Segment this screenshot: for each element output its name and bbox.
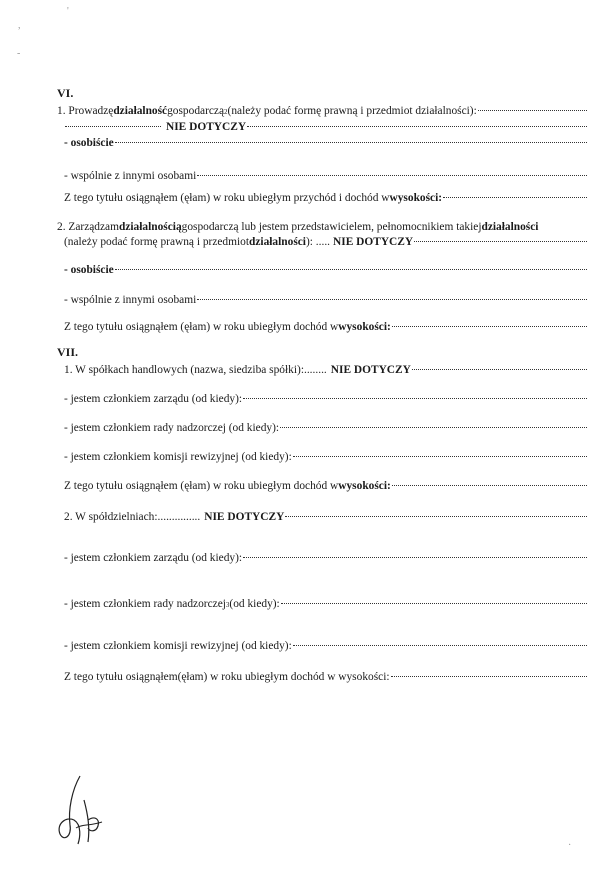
vii-q2-label: 2. W spółdzielniach:............... xyxy=(64,511,201,523)
vii-q1-blank-line xyxy=(64,434,588,450)
vi-q2-income-line xyxy=(64,319,588,335)
vii-q2-blank-line xyxy=(64,699,588,715)
fill-line xyxy=(280,426,587,428)
vii-q1-label: 1. W spółkach handlowych (nazwa, siedziba spółki):........ xyxy=(64,364,327,376)
vii-q2-rada-text-2: (od kiedy): xyxy=(229,598,280,610)
vi-q1-blank-line xyxy=(64,152,588,168)
vi-q1-question: 1. Prowadzę działalność gospodarczą 2 (należy podać formę prawną i przedmiot działalności): xyxy=(57,103,588,119)
vii-q2-blank-line xyxy=(64,654,588,670)
vi-q2-text-3: gospodarczą lub jestem przedstawicielem, pełnomocnikiem takiej xyxy=(181,221,482,233)
vi-q1-income-text: Z tego tytułu osiągnąłem (ęłam) w roku ubiegłym przychód i dochód w xyxy=(64,192,390,204)
vi-q2-osobiscie: - osobiście xyxy=(64,264,114,276)
fill-line xyxy=(243,556,587,558)
fill-line xyxy=(65,125,161,127)
vi-q2-question-cont xyxy=(64,234,588,250)
vi-q2-text-1: 2. Zarządzam xyxy=(57,221,119,233)
vii-q2-income-line xyxy=(64,669,588,685)
vi-q1-text-2: działalność xyxy=(113,105,168,117)
vii-q2-rada-text: - jestem członkiem rady nadzorczej xyxy=(64,598,226,610)
vii-q2-rada-line: - jestem członkiem rady nadzorczej 3 (od kiedy): xyxy=(64,596,588,612)
fill-line xyxy=(115,268,587,270)
vii-q2-question xyxy=(64,509,588,525)
section-vii-heading: VII. xyxy=(57,345,79,359)
vi-q1-income-line xyxy=(64,190,588,206)
vii-q2-income: Z tego tytułu osiągnąłem(ęłam) w roku ubiegłym dochód w wysokości: xyxy=(64,671,390,683)
fill-line xyxy=(115,141,587,143)
vi-q2-text-7: ): ..... xyxy=(305,236,331,248)
fill-line xyxy=(392,325,587,327)
vii-q1-rada: - jestem członkiem rady nadzorczej (od kiedy): xyxy=(64,422,280,434)
vi-q2-text-5: (należy podać formę prawną i przedmiot xyxy=(64,236,250,248)
margin-mark: , xyxy=(18,20,21,31)
vi-q1-answer-line xyxy=(64,119,588,135)
vi-q2-answer: NIE DOTYCZY xyxy=(333,236,414,248)
vii-q2-zarzad: - jestem członkiem zarządu (od kiedy): xyxy=(64,552,243,564)
vi-q2-wspolnie: - wspólnie z innymi osobami xyxy=(64,294,197,306)
vi-q2-text-6: działalności xyxy=(249,236,306,248)
vii-q1-zarzad: - jestem członkiem zarządu (od kiedy): xyxy=(64,393,243,405)
margin-mark: · xyxy=(568,840,572,851)
margin-mark: ' xyxy=(67,6,69,17)
vii-q1-komisja: - jestem członkiem komisji rewizyjnej (od kiedy): xyxy=(64,451,292,463)
vii-q1-income-bold: wysokości: xyxy=(338,480,391,492)
vii-q2-komisja-line xyxy=(64,638,588,654)
vi-q2-question xyxy=(57,219,597,235)
vii-q2-answer: NIE DOTYCZY xyxy=(204,511,285,523)
vi-q2-income-bold: wysokości: xyxy=(338,321,391,333)
vii-q2-blank-line xyxy=(64,612,588,628)
vi-q1-text-1: 1. Prowadzę xyxy=(57,105,114,117)
vii-q1-blank-line xyxy=(64,463,588,479)
vi-q1-income-bold: wysokości: xyxy=(389,192,443,204)
vi-q1-osobiscie-line xyxy=(64,135,588,151)
fill-line xyxy=(293,455,587,457)
vi-q2-text-4: działalności xyxy=(481,221,539,233)
vi-q1-answer: NIE DOTYCZY xyxy=(166,121,247,133)
vii-q1-income-text: Z tego tytułu osiągnąłem (ęłam) w roku ubiegłym dochód w xyxy=(64,480,339,492)
fill-line xyxy=(414,240,587,242)
vii-q1-answer: NIE DOTYCZY xyxy=(330,364,411,376)
vi-q1-wspolnie: - wspólnie z innymi osobami xyxy=(64,170,197,182)
vii-q2-komisja: - jestem członkiem komisji rewizyjnej (od kiedy): xyxy=(64,640,292,652)
section-vi-heading: VI. xyxy=(57,86,74,100)
vi-q2-income-text: Z tego tytułu osiągnąłem (ęłam) w roku ubiegłym dochód w xyxy=(64,321,339,333)
vii-q2-blank-line xyxy=(64,566,588,582)
vi-q2-text-2: działalnością xyxy=(118,221,182,233)
fill-line xyxy=(243,397,587,399)
fill-line xyxy=(197,298,587,300)
vii-q2-blank-line xyxy=(76,526,588,542)
vii-q2-zarzad-line xyxy=(64,550,588,566)
vii-q1-blank-line xyxy=(64,491,588,507)
fill-line xyxy=(285,515,587,517)
fill-line xyxy=(412,368,587,370)
margin-mark: - xyxy=(17,48,21,59)
fill-line xyxy=(293,644,587,646)
fill-line xyxy=(392,484,587,486)
fill-line xyxy=(247,125,587,127)
fill-line xyxy=(281,602,587,604)
fill-line xyxy=(478,109,587,111)
fill-line xyxy=(197,174,587,176)
signature-initials xyxy=(50,770,120,850)
vi-q2-osobiscie-line xyxy=(64,262,588,278)
fill-line xyxy=(391,675,587,677)
vi-q1-text-3: gospodarczą xyxy=(167,105,225,117)
fill-line xyxy=(443,196,587,198)
vii-q1-blank-line xyxy=(64,376,588,392)
vii-q1-blank-line xyxy=(64,405,588,421)
vi-q1-text-5: (należy podać formę prawną i przedmiot działalności): xyxy=(227,105,477,117)
vi-q1-osobiscie: - osobiście xyxy=(64,137,114,149)
